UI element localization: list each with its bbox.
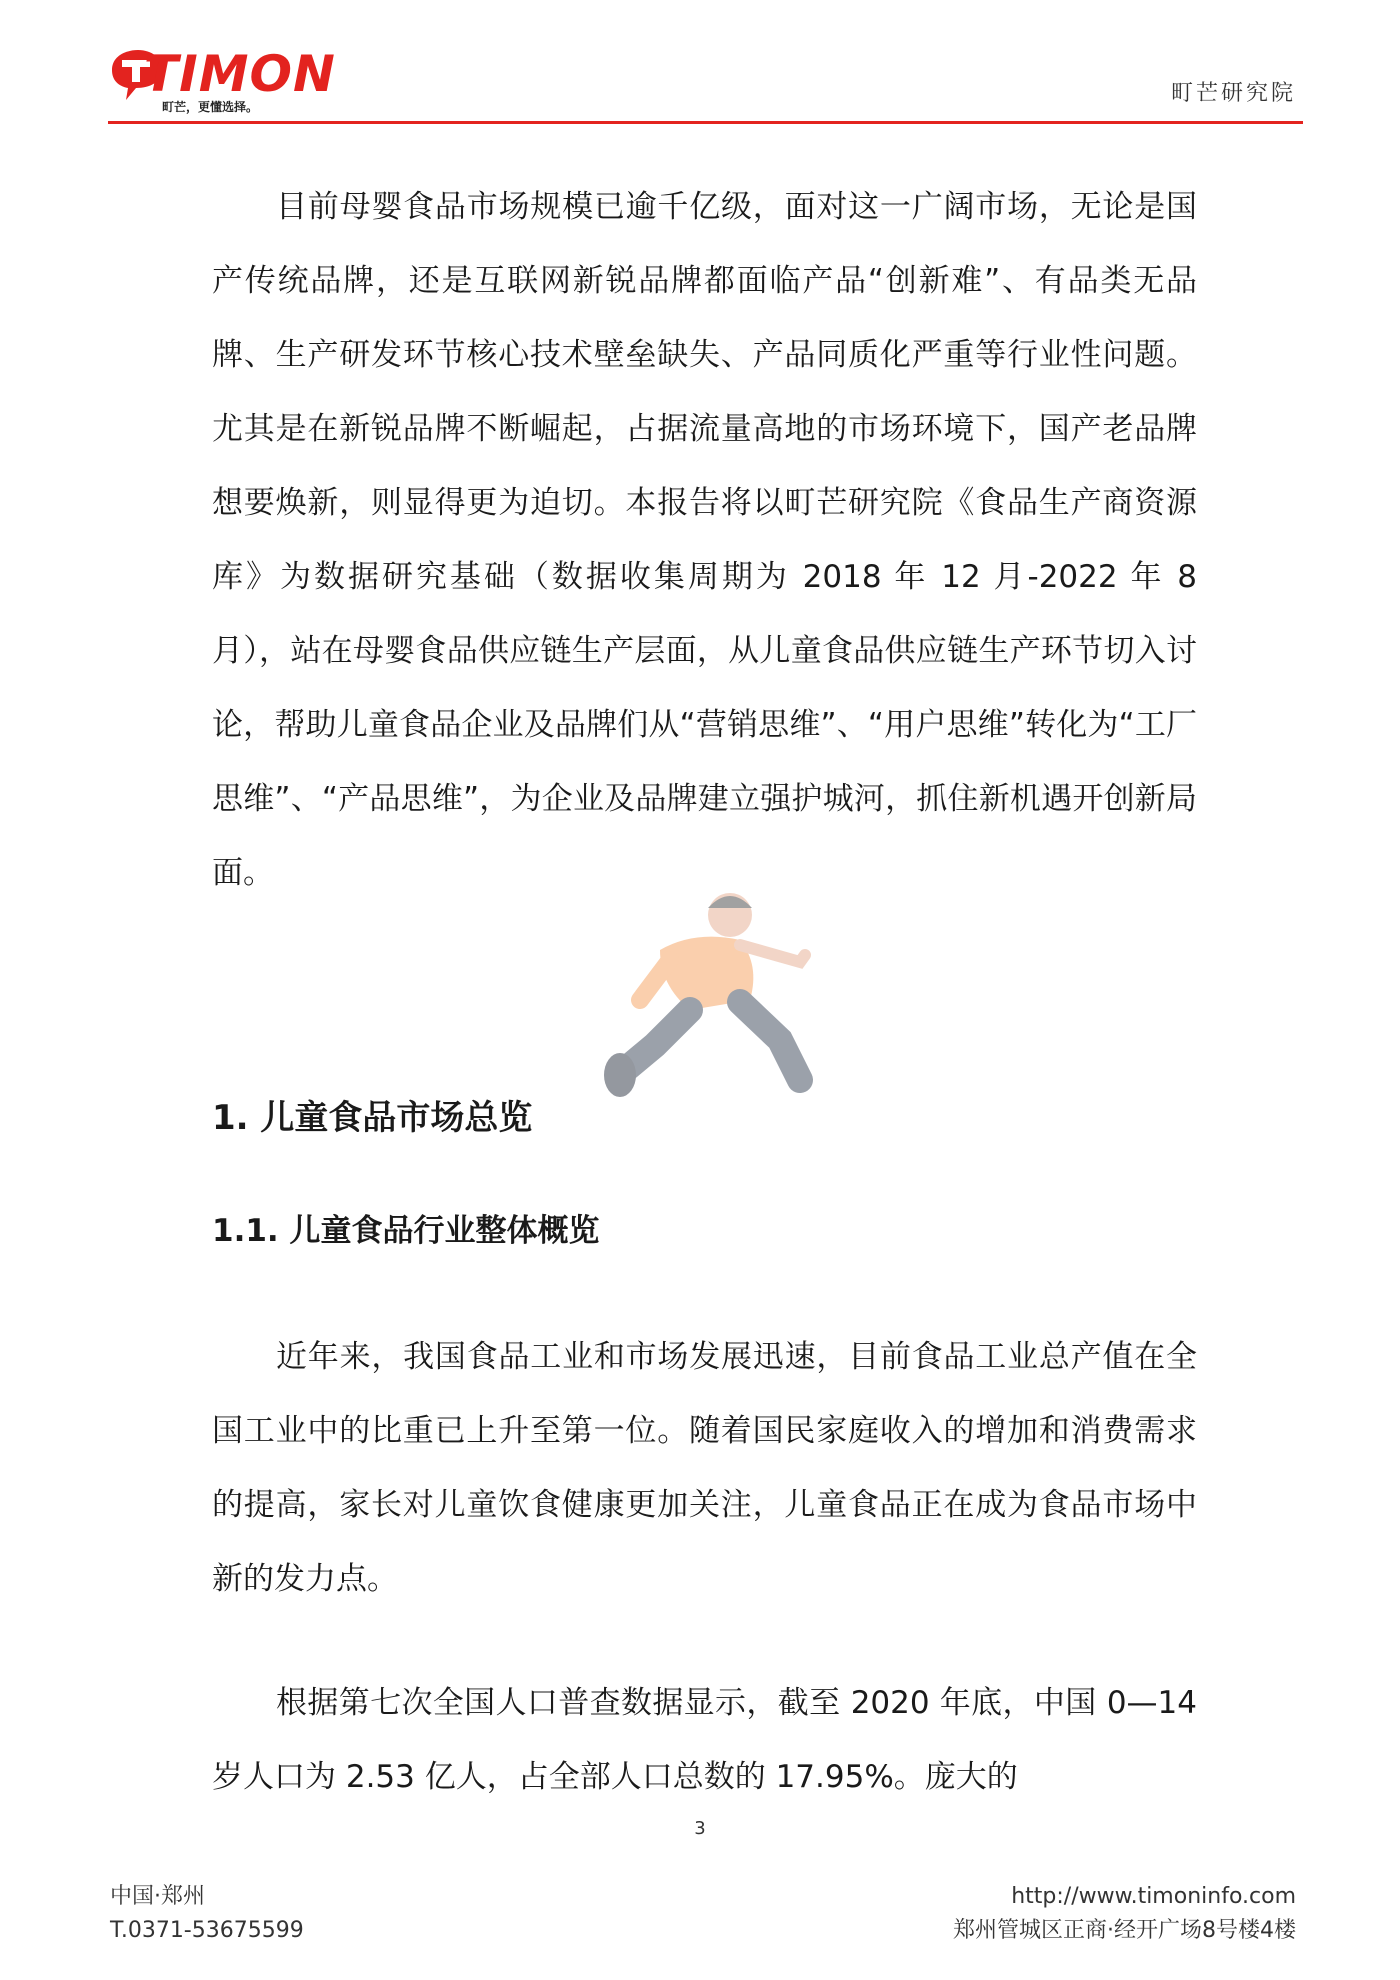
running-person-watermark-icon <box>600 870 830 1110</box>
footer-location: 中国·郑州 <box>110 1884 205 1909</box>
logo-tagline: 町芒，更懂选择。 <box>162 100 259 114</box>
intro-paragraph: 目前母婴食品市场规模已逾千亿级，面对这一广阔市场，无论是国产传统品牌，还是互联网新锐品牌都面临产品“创新难”、有品类无品牌、生产研发环节核心技术壁垒缺失、产品同质化严重等行业性问题。尤其是在新锐品牌不断崛起，占据流量高地的市场环境下，国产老品牌想要焕新，则显得更为迫切。本报告将以町芒研究院《食品生产商资源库》为数据研究基础（数据收集周期为 2018 年 12 月-2022 年 8 月），站在母婴食品供应链生产层面，从儿童食品供应链生产环节切入讨论，帮助儿童食品企业及品牌们从“营销思维”、“用户思维”转化为“工厂思维”、“产品思维”，为企业及品牌建立强护城河，抓住新机遇开创新局面。 <box>212 189 1197 891</box>
footer-address: 郑州管城区正商·经开广场8号楼4楼 <box>953 1918 1296 1943</box>
footer-company <box>953 1880 1296 1948</box>
logo-wordmark: TIMON <box>144 45 336 103</box>
timon-logo <box>106 42 336 114</box>
section-heading-1-1: 1.1. 儿童食品行业整体概览 <box>212 1213 600 1249</box>
section-heading-1: 1. 儿童食品市场总览 <box>212 1098 533 1138</box>
institute-name: 町芒研究院 <box>1170 81 1296 106</box>
footer-contact <box>110 1880 304 1948</box>
header-divider <box>108 121 1303 124</box>
footer-website-link[interactable]: http://www.timoninfo.com <box>1011 1884 1296 1909</box>
paragraph-industry-overview: 近年来，我国食品工业和市场发展迅速，目前食品工业总产值在全国工业中的比重已上升至第一位。随着国民家庭收入的增加和消费需求的提高，家长对儿童饮食健康更加关注，儿童食品正在成为食品市场中新的发力点。 <box>212 1339 1197 1597</box>
footer-phone: T.0371-53675599 <box>110 1918 304 1943</box>
page-number: 3 <box>694 1818 706 1839</box>
paragraph-census-data: 根据第七次全国人口普查数据显示，截至 2020 年底，中国 0—14 岁人口为 2.53 亿人，占全部人口总数的 17.95%。庞大的 <box>212 1685 1197 1795</box>
